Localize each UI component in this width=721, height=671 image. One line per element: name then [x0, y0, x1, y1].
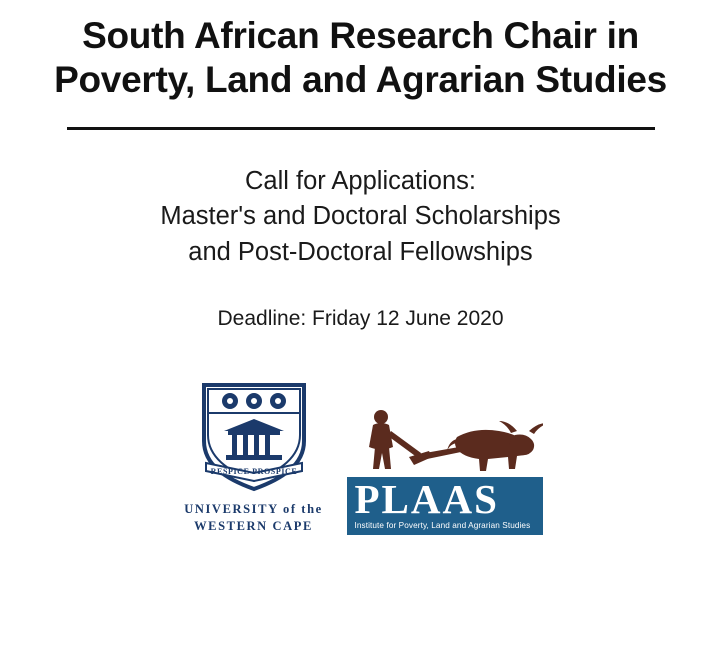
subtitle-block: [160, 164, 560, 271]
plaas-wordmark: PLAAS: [354, 475, 499, 522]
uwc-motto: RESPICE PROSPICE: [210, 466, 297, 476]
uwc-logo: [179, 379, 329, 535]
logo-row: [36, 379, 685, 535]
horizontal-divider: [67, 127, 655, 130]
subtitle-line-1: Call for Applications:: [244, 166, 477, 195]
uwc-shield-icon: [190, 379, 318, 497]
plaas-logo: [347, 405, 543, 535]
subtitle-line-3: and Post-Doctoral Fellowships: [188, 238, 533, 267]
page-title: South African Research Chair in Poverty, Land and Agrarian Studies: [54, 15, 667, 101]
plaas-tagline: Institute for Poverty, Land and Agrarian Studies: [354, 520, 531, 530]
uwc-name-block: [184, 501, 323, 535]
deadline-text: Deadline: Friday 12 June 2020: [217, 306, 504, 330]
ox-and-plough-icon: [347, 405, 543, 477]
subtitle-line-2: Master's and Doctoral Scholarships: [160, 202, 561, 231]
plaas-wordmark-bar: [347, 477, 543, 535]
plaas-ploughing-illustration: [347, 405, 543, 477]
uwc-name-line-1: UNIVERSITY of the: [184, 501, 323, 516]
uwc-name-line-2: WESTERN CAPE: [194, 518, 313, 533]
